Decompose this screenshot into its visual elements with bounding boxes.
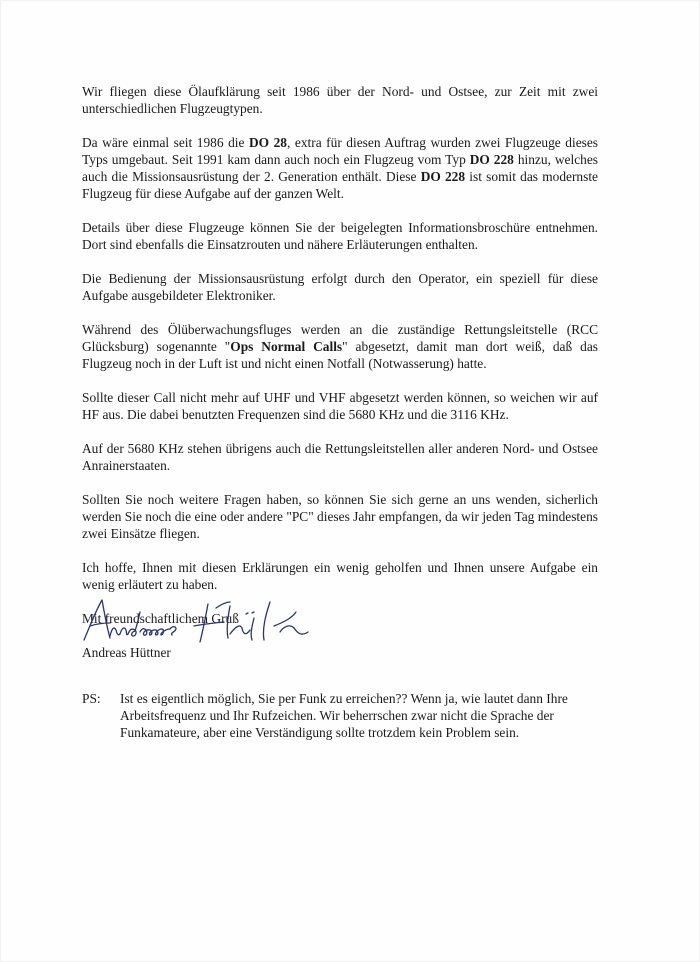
text-run: ist somit das modernste Flugzeug für diese Aufgabe auf der ganzen Welt. [82,169,598,201]
text-run: Ich hoffe, Ihnen mit diesen Erklärungen ein wenig geholfen und Ihnen unsere Aufgabe ein wenig erläutert zu haben. [82,560,598,592]
signer-name: Andreas Hüttner [82,645,171,660]
bold-text: DO 228 [469,152,514,167]
paragraph [82,219,598,253]
text-run: , extra für diesen Auftrag wurden zwei Flugzeuge dieses Typs umgebaut. Seit 1991 kam dann auch noch ein Flugzeug vom Typ [82,135,599,167]
text-run: Während des Ölüberwachungsfluges werden an die zuständige Rettungsleitstelle (RCC Glücksburg) sogenannte " [82,322,598,354]
letter-body [82,83,598,627]
bold-text: DO 228 [420,169,466,184]
text-run: Auf der 5680 KHz stehen übrigens auch die Rettungsleitstellen aller anderen Nord- und Ostsee Anrainerstaaten. [82,441,598,473]
text-run: Sollten Sie noch weitere Fragen haben, so können Sie sich gerne an uns wenden, sicherlich werden Sie noch die eine oder andere "PC" dieses Jahr empfangen, da wir jeden Tag mindestens zwei Einsätze fliegen. [82,492,598,541]
paragraph [82,321,598,372]
paragraph [82,83,598,117]
paragraph [82,270,598,304]
closing-greeting: Mit freundschaftlichem Gruß [82,611,239,626]
ps-label: PS: [82,691,101,706]
paragraph [82,559,598,593]
text-run: hinzu, welches auch die Missionsausrüstung der 2. Generation enthält. Diese [82,152,598,184]
handwritten-signature [80,596,340,646]
text-run: Sollte dieser Call nicht mehr auf UHF und VHF abgesetzt werden können, so weichen wir auf HF aus. Die dabei benutzten Frequenzen sind die 5680 KHz und die 3116 KHz. [82,390,598,422]
paragraph [82,389,598,423]
bold-text: DO 28 [248,135,287,150]
ps-text: Ist es eigentlich möglich, Sie per Funk zu erreichen?? Wenn ja, wie lautet dann Ihre Arbeitsfrequenz und Ihr Rufzeichen. Wir beherrschen zwar nicht die Sprache der Funkamateure, aber eine Verständigung sollte trotzdem kein Problem sein. [120,691,568,740]
text-run: Die Bedienung der Missionsausrüstung erfolgt durch den Operator, ein speziell für diese Aufgabe ausgebildeter Elektroniker. [82,271,598,303]
text-run: Wir fliegen diese Ölaufklärung seit 1986 über der Nord- und Ostsee, zur Zeit mit zwei unterschiedlichen Flugzeugtypen. [82,84,598,116]
paragraph [82,440,598,474]
text-run: " abgesetzt, damit man dort weiß, daß das Flugzeug noch in der Luft ist und nicht einen Notfall (Notwasserung) hatte. [82,339,598,371]
text-run: Da wäre einmal seit 1986 die [82,135,249,150]
text-run: Details über diese Flugzeuge können Sie der beigelegten Informationsbroschüre entnehmen. Dort sind ebenfalls die Einsatzrouten und nähere Erläuterungen enthalten. [82,220,598,252]
bold-text: Ops Normal Calls [230,339,343,354]
paragraph [82,134,598,202]
paragraph [82,491,598,542]
